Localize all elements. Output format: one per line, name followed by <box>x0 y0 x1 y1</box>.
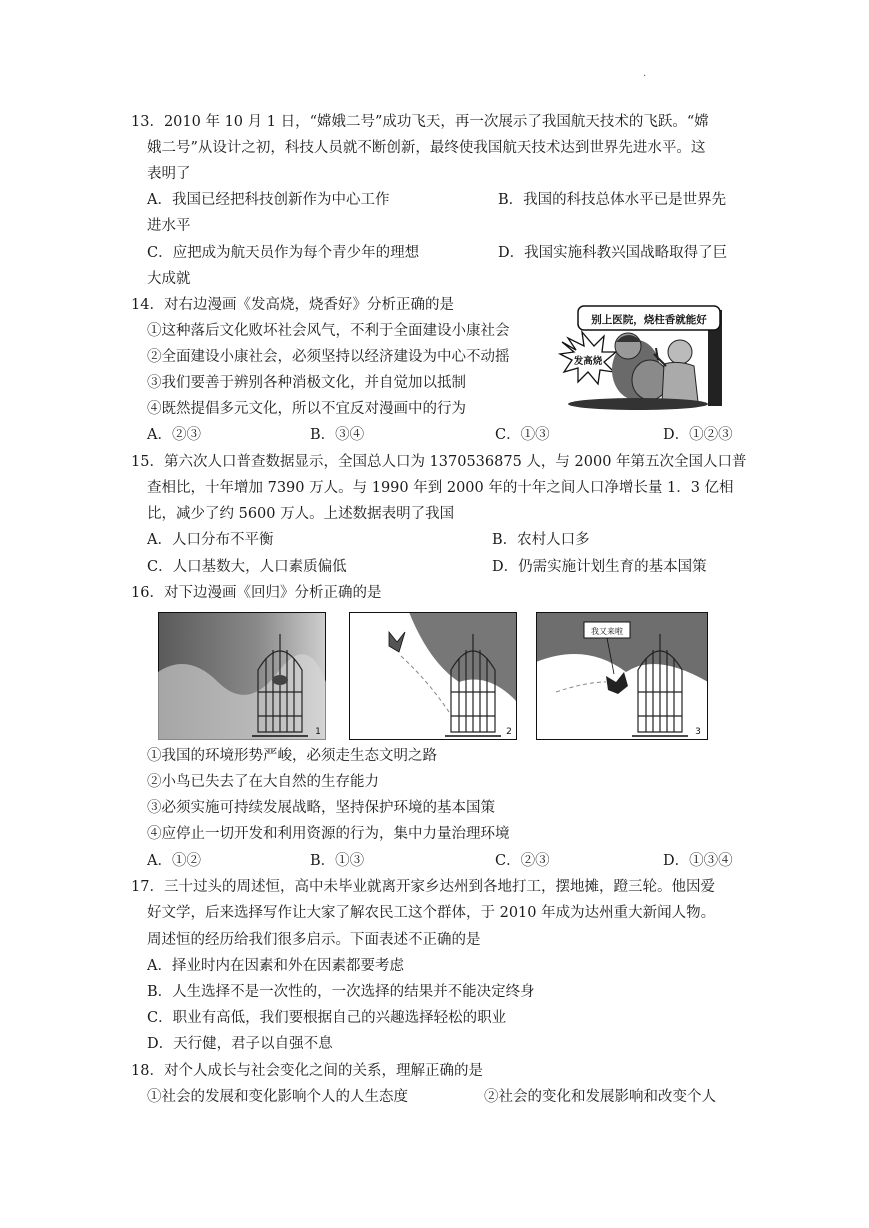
q16-panel-3-sign-text: 我又来啦 <box>591 627 623 636</box>
q17-stem-line2: 好文学，后来选择写作让大家了解农民工这个群体，于 2010 年成为达州重大新闻人物。 <box>147 905 716 921</box>
q16-option-a: A．①② <box>147 853 201 869</box>
q15-option-d: D．仍需实施计划生育的基本国策 <box>492 559 707 575</box>
q14-option-b: B．③④ <box>310 427 365 443</box>
q18-stem: 18．对个人成长与社会变化之间的关系，理解正确的是 <box>131 1063 483 1079</box>
q15-option-c: C．人口基数大，人口素质偏低 <box>147 559 347 575</box>
page-mark: . <box>643 68 647 79</box>
q16-statement-1: ①我国的环境形势严峻，必须走生态文明之路 <box>147 748 437 764</box>
q15-stem-line1: 15．第六次人口普查数据显示，全国总人口为 1370536875 人，与 2000 年第五次全国人口普 <box>131 454 747 470</box>
q13-option-c: C．应把成为航天员作为每个青少年的理想 <box>147 245 420 261</box>
q16-cartoon-panel-3 <box>536 612 708 740</box>
q15-stem-line3: 比，减少了约 5600 万人。上述数据表明了我国 <box>147 506 455 522</box>
q16-option-b: B．①③ <box>310 853 365 869</box>
q17-stem-line3: 周述恒的经历给我们很多启示。下面表述不正确的是 <box>147 932 481 948</box>
q14-stem: 14．对右边漫画《发高烧，烧香好》分析正确的是 <box>131 297 454 313</box>
q14-statement-4: ④既然提倡多元文化，所以不宜反对漫画中的行为 <box>147 401 466 417</box>
q13-option-a: A．我国已经把科技创新作为中心工作 <box>147 192 390 208</box>
q14-option-a: A．②③ <box>147 427 201 443</box>
q17-stem-line1: 17．三十过头的周述恒，高中未毕业就离开家乡达州到各地打工，摆地摊，蹬三轮。他因爱 <box>131 879 715 895</box>
q15-option-b: B．农村人口多 <box>492 532 590 548</box>
q14-option-d: D．①②③ <box>663 427 733 443</box>
q16-panel-1-number: 1 <box>315 727 321 737</box>
q14-option-c: C．①③ <box>495 427 550 443</box>
q13-option-b-cont: 进水平 <box>147 218 191 234</box>
q13-option-d-cont: 大成就 <box>147 271 191 287</box>
q15-option-a: A．人口分布不平衡 <box>147 532 274 548</box>
q14-cartoon-sign-text: 别上医院，烧柱香就能好 <box>591 314 707 326</box>
q17-option-c: C．职业有高低，我们要根据自己的兴趣选择轻松的职业 <box>147 1010 507 1026</box>
q16-statement-3: ③必须实施可持续发展战略，坚持保护环境的基本国策 <box>147 800 495 816</box>
q15-stem-line2: 查相比，十年增加 7390 万人。与 1990 年到 2000 年的十年之间人口净增长量 1．3 亿相 <box>147 480 734 496</box>
q13-stem-line3: 表明了 <box>147 166 191 182</box>
q16-panel-2-number: 2 <box>506 727 512 737</box>
q13-stem-line2: 娥二号”从设计之初，科技人员就不断创新，最终使我国航天技术达到世界先进水平。这 <box>147 140 706 156</box>
q18-statement-1: ①社会的发展和变化影响个人的人生态度 <box>147 1089 408 1105</box>
q17-option-b: B．人生选择不是一次性的，一次选择的结果并不能决定终身 <box>147 984 535 1000</box>
q14-cartoon-burst-text: 发高烧 <box>573 356 603 367</box>
q16-statement-2: ②小鸟已失去了在大自然的生存能力 <box>147 774 379 790</box>
q14-statement-1: ①这种落后文化败坏社会风气，不利于全面建设小康社会 <box>147 323 510 339</box>
q16-stem: 16．对下边漫画《回归》分析正确的是 <box>131 585 382 601</box>
q16-option-c: C．②③ <box>495 853 550 869</box>
q16-option-d: D．①③④ <box>663 853 733 869</box>
q16-cartoon-panel-2 <box>349 612 517 740</box>
q14-statement-2: ②全面建设小康社会，必须坚持以经济建设为中心不动摇 <box>147 349 510 365</box>
q13-stem-line1: 13．2010 年 10 月 1 日，“嫦娥二号”成功飞天，再一次展示了我国航天技术的飞跃。“嫦 <box>131 114 709 130</box>
q14-cartoon <box>558 302 724 410</box>
q16-cartoon-panel-1 <box>158 612 326 740</box>
q16-statement-4: ④应停止一切开发和利用资源的行为，集中力量治理环境 <box>147 826 510 842</box>
q14-statement-3: ③我们要善于辨别各种消极文化，并自觉加以抵制 <box>147 375 466 391</box>
q17-option-a: A．择业时内在因素和外在因素都要考虑 <box>147 958 404 974</box>
q13-option-b: B．我国的科技总体水平已是世界先 <box>498 192 727 208</box>
q17-option-d: D．天行健，君子以自强不息 <box>147 1036 333 1052</box>
q13-option-d: D．我国实施科教兴国战略取得了巨 <box>498 245 728 261</box>
q18-statement-2: ②社会的变化和发展影响和改变个人 <box>484 1089 716 1105</box>
q16-panel-3-number: 3 <box>695 727 701 737</box>
